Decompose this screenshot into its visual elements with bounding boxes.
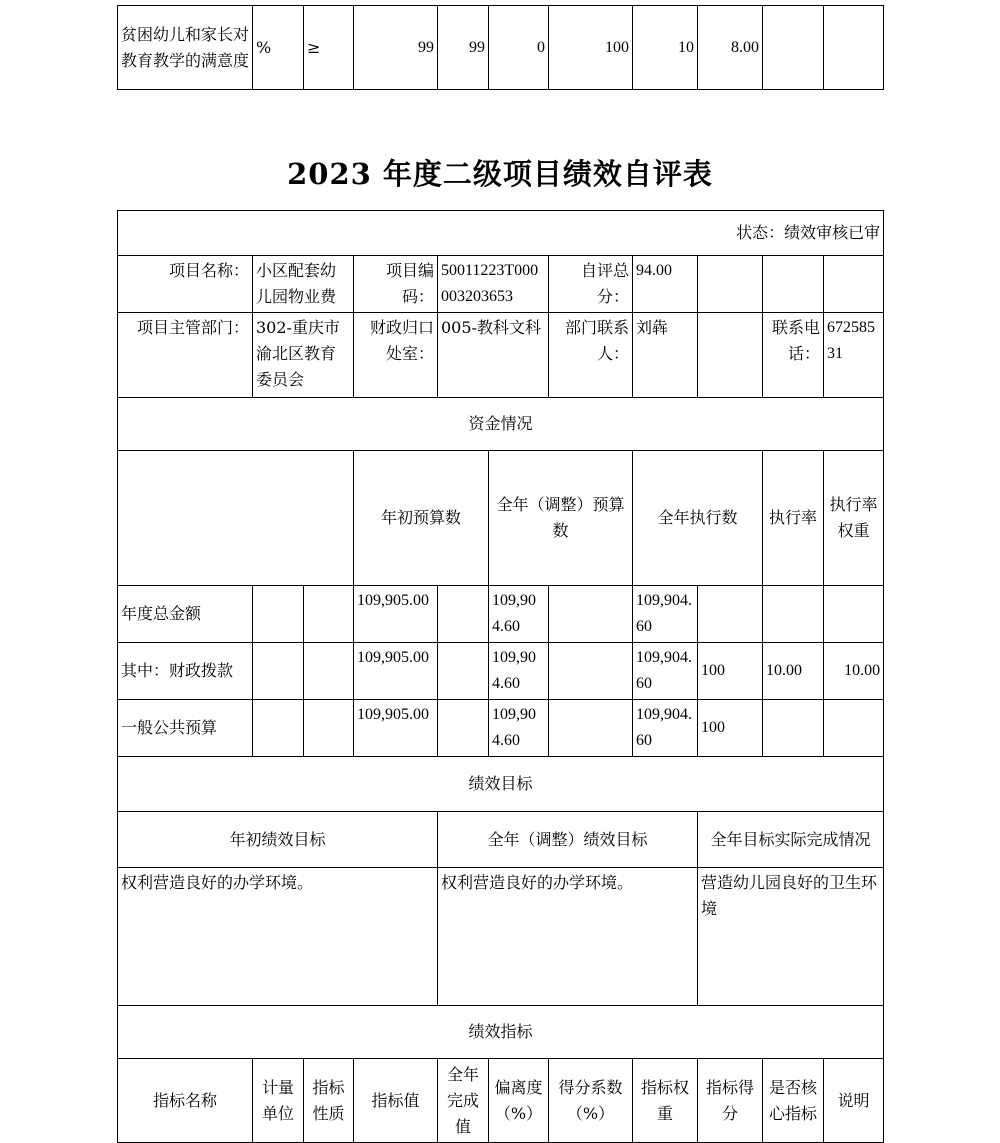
evaluation-table	[117, 210, 884, 1143]
col-core: 是否核心指标	[763, 1059, 824, 1143]
department-row	[118, 313, 884, 398]
funds-rate	[698, 586, 763, 643]
indicator-actual: 99	[438, 6, 489, 90]
indicator-name: 贫困幼儿和家长对教育教学的满意度	[118, 6, 253, 90]
funds-weight	[763, 700, 824, 757]
status-label: 状态：绩效审核已审	[118, 211, 884, 256]
col-target: 指标值	[354, 1059, 438, 1143]
indicator-deviation: 0	[489, 6, 549, 90]
indicator-nature: ≥	[304, 6, 354, 90]
indicator-target: 99	[354, 6, 438, 90]
funds-row-label: 一般公共预算	[118, 700, 253, 757]
phone-label: 联系电话：	[763, 313, 824, 398]
table-row	[118, 643, 884, 700]
project-code-label: 项目编码：	[354, 256, 438, 313]
finance-label: 财政归口处室：	[354, 313, 438, 398]
adjusted-goal-text: 权利营造良好的办学环境。	[438, 868, 698, 1006]
funds-rate: 100	[698, 643, 763, 700]
col-coef: 得分系数（%）	[549, 1059, 633, 1143]
col-adjusted-budget: 全年（调整）预算数	[489, 451, 633, 586]
table-row	[118, 586, 884, 643]
goals-header-row	[118, 812, 884, 868]
dept-value: 302-重庆市渝北区教育委员会	[253, 313, 354, 398]
finance-value: 005-教科文科	[438, 313, 549, 398]
indicator-coef: 100	[549, 6, 633, 90]
indicators-header-row	[118, 1059, 884, 1143]
col-actual-goal: 全年目标实际完成情况	[698, 812, 884, 868]
funds-initial: 109,905.00	[354, 586, 438, 643]
project-name-value: 小区配套幼儿园物业费	[253, 256, 354, 313]
table-row	[118, 700, 884, 757]
funds-executed: 109,904.60	[633, 643, 698, 700]
col-initial-budget: 年初预算数	[354, 451, 489, 586]
self-score-label: 自评总分：	[549, 256, 633, 313]
funds-weight: 10.00	[763, 643, 824, 700]
col-executed: 全年执行数	[633, 451, 763, 586]
col-actual: 全年完成值	[438, 1059, 489, 1143]
funds-row-label: 其中：财政拨款	[118, 643, 253, 700]
initial-goal-text: 权利营造良好的办学环境。	[118, 868, 438, 1006]
funds-score: 10.00	[824, 643, 884, 700]
col-note: 说明	[824, 1059, 884, 1143]
funds-initial: 109,905.00	[354, 700, 438, 757]
col-rate-weight: 执行率权重	[824, 451, 884, 586]
phone-value: 67258531	[824, 313, 884, 398]
col-indicator-name: 指标名称	[118, 1059, 253, 1143]
indicators-section-title: 绩效指标	[118, 1006, 884, 1059]
funds-row-label: 年度总金额	[118, 586, 253, 643]
dept-label: 项目主管部门：	[118, 313, 253, 398]
col-weight: 指标权重	[633, 1059, 698, 1143]
funds-adjusted: 109,904.60	[489, 700, 549, 757]
actual-goal-text: 营造幼儿园良好的卫生环境	[698, 868, 884, 1006]
col-adjusted-goal: 全年（调整）绩效目标	[438, 812, 698, 868]
col-deviation: 偏离度（%）	[489, 1059, 549, 1143]
contact-label: 部门联系人：	[549, 313, 633, 398]
indicator-score: 8.00	[698, 6, 763, 90]
indicator-note	[824, 6, 884, 90]
funds-header-row	[118, 451, 884, 586]
goals-row	[118, 868, 884, 1006]
funds-weight	[763, 586, 824, 643]
col-score: 指标得分	[698, 1059, 763, 1143]
page-title: 2023 年度二级项目绩效自评表	[287, 157, 713, 191]
funds-initial: 109,905.00	[354, 643, 438, 700]
funds-section-title: 资金情况	[118, 398, 884, 451]
indicator-unit: %	[253, 6, 304, 90]
col-exec-rate: 执行率	[763, 451, 824, 586]
goals-section-title: 绩效目标	[118, 757, 884, 812]
funds-score	[824, 586, 884, 643]
funds-executed: 109,904.60	[633, 586, 698, 643]
self-score-value: 94.00	[633, 256, 698, 313]
table-row	[118, 6, 884, 90]
col-unit: 计量单位	[253, 1059, 304, 1143]
funds-rate: 100	[698, 700, 763, 757]
col-initial-goal: 年初绩效目标	[118, 812, 438, 868]
funds-executed: 109,904.60	[633, 700, 698, 757]
contact-value: 刘犇	[633, 313, 698, 398]
indicator-core	[763, 6, 824, 90]
funds-score	[824, 700, 884, 757]
col-nature: 指标性质	[304, 1059, 354, 1143]
funds-adjusted: 109,904.60	[489, 586, 549, 643]
project-name-label: 项目名称：	[118, 256, 253, 313]
indicator-weight: 10	[633, 6, 698, 90]
previous-indicator-table	[117, 5, 884, 90]
project-info-row	[118, 256, 884, 313]
project-code-value: 50011223T000003203653	[438, 256, 549, 313]
funds-adjusted: 109,904.60	[489, 643, 549, 700]
